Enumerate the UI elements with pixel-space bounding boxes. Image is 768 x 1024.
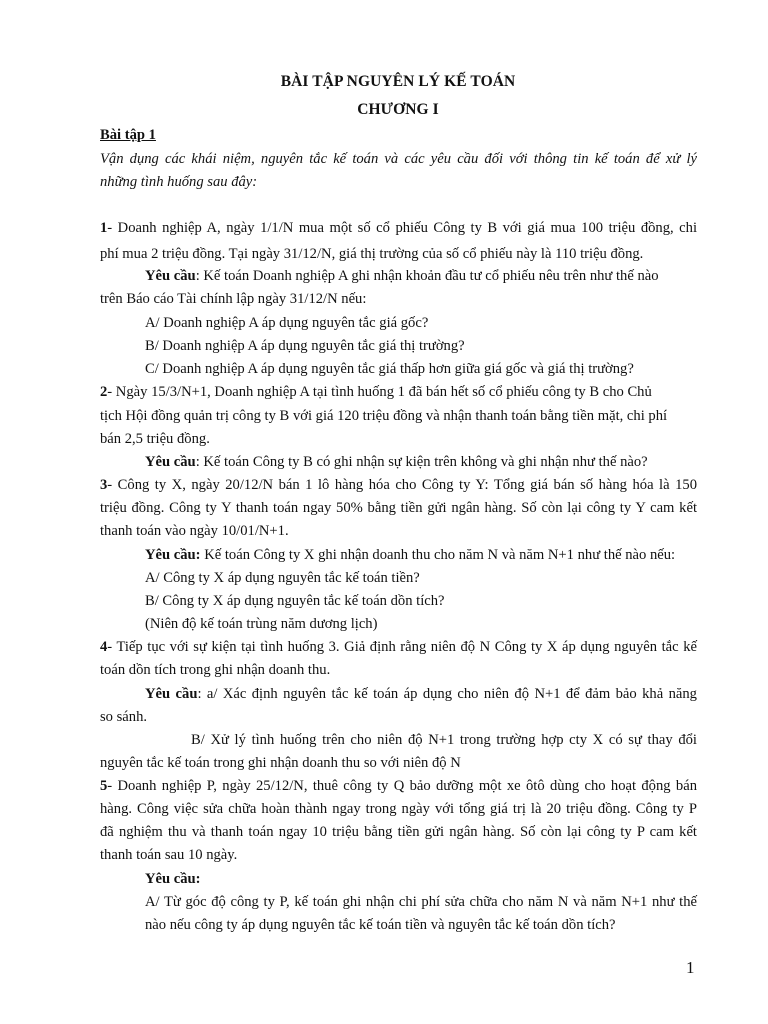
- situation-4-line-2: toán dồn tích trong ghi nhận doanh thu.: [100, 662, 331, 678]
- situation-3-line-3: thanh toán vào ngày 10/01/N+1.: [100, 523, 289, 539]
- requirement-label: Yêu cầu:: [145, 547, 201, 563]
- situation-1-number: 1: [100, 220, 108, 236]
- document-title: BÀI TẬP NGUYÊN LÝ KẾ TOÁN: [280, 73, 516, 90]
- situation-5-text-1: - Doanh nghiệp P, ngày 25/12/N, thuê công ty Q bảo dưỡng một xe ôtô dùng cho hoạt động bán: [107, 778, 697, 794]
- requirement-text: : Kế toán Doanh nghiệp A ghi nhận khoản đầu tư cổ phiếu nêu trên như thế nào: [195, 268, 659, 284]
- requirement-label: Yêu cầu: [145, 454, 196, 470]
- situation-1-option-b: B/ Doanh nghiệp A áp dụng nguyên tắc giá thị trường?: [145, 338, 465, 354]
- situation-3-option-b: B/ Công ty X áp dụng nguyên tắc kế toán dồn tích?: [145, 593, 445, 609]
- situation-4-number: 4: [100, 639, 108, 655]
- situation-2-line-1: [100, 382, 697, 402]
- requirement-label: Yêu cầu: [145, 268, 196, 284]
- exercise-heading: Bài tập 1: [100, 127, 156, 143]
- situation-2-requirement: [145, 452, 697, 472]
- situation-3-text-1: - Công ty X, ngày 20/12/N bán 1 lô hàng hóa cho Công ty Y: Tổng giá bán số hàng hóa là 150: [107, 477, 697, 493]
- situation-5-line-3: đã nghiệm thu và thanh toán ngay 10 triệu bằng tiền gửi ngân hàng. Số còn lại công ty P cam kết: [100, 824, 697, 840]
- situation-1-option-c: C/ Doanh nghiệp A áp dụng nguyên tắc giá thấp hơn giữa giá gốc và giá thị trường?: [145, 361, 634, 377]
- situation-1-requirement-line-2: trên Báo cáo Tài chính lập ngày 31/12/N nếu:: [100, 291, 367, 307]
- situation-4-requirement: [145, 684, 697, 704]
- requirement-text: : Kế toán Công ty B có ghi nhận sự kiện trên không và ghi nhận như thế nào?: [195, 454, 648, 470]
- situation-3-option-a: A/ Công ty X áp dụng nguyên tắc kế toán tiền?: [145, 570, 420, 586]
- situation-1-line-1: [100, 218, 697, 238]
- situation-2-line-2: tịch Hội đồng quản trị công ty B với giá 120 triệu đồng và nhận thanh toán bằng tiền mặt, chi phí: [100, 408, 668, 424]
- situation-1-option-a: A/ Doanh nghiệp A áp dụng nguyên tắc giá gốc?: [145, 315, 429, 331]
- situation-4-option-b-line-2: nguyên tắc kế toán trong ghi nhận doanh thu so với niên độ N: [100, 755, 461, 771]
- situation-2-line-3: bán 2,5 triệu đồng.: [100, 431, 210, 447]
- situation-2-number: 2: [100, 384, 108, 400]
- situation-4-option-b: B/ Xử lý tình huống trên cho niên độ N+1 trong trường hợp cty X có sự thay đổi: [191, 732, 697, 748]
- situation-4-requirement-line-2: so sánh.: [100, 709, 148, 725]
- requirement-text: : a/ Xác định nguyên tắc kế toán áp dụng cho niên độ N+1 để đảm bảo khả năng: [197, 686, 697, 702]
- situation-5-line-4: thanh toán sau 10 ngày.: [100, 847, 238, 863]
- situation-5-line-2: hàng. Công việc sửa chữa hoàn thành ngay trong ngày với tổng giá trị là 20 triệu đồng. Công ty P: [100, 801, 697, 817]
- situation-1-line-2: phí mua 2 triệu đồng. Tại ngày 31/12/N, giá thị trường của số cổ phiếu này là 110 triệu đồng.: [100, 246, 644, 262]
- situation-5-number: 5: [100, 778, 108, 794]
- intro-line-1: Vận dụng các khái niệm, nguyên tắc kế toán và các yêu cầu đối với thông tin kế toán để xử lý: [100, 151, 697, 167]
- intro-line-2: những tình huống sau đây:: [100, 174, 258, 190]
- situation-5-option-a: A/ Từ góc độ công ty P, kế toán ghi nhận chi phí sửa chữa cho năm N và năm N+1 như thế: [145, 894, 697, 910]
- situation-5-line-1: [100, 776, 697, 796]
- situation-3-requirement: [145, 545, 697, 565]
- situation-5-option-a-line-2: nào nếu công ty áp dụng nguyên tắc kế toán tiền và nguyên tắc kế toán dồn tích?: [145, 917, 616, 933]
- situation-1-text-1: - Doanh nghiệp A, ngày 1/1/N mua một số cổ phiếu Công ty B với giá mua 100 triệu đồng, chi: [107, 220, 697, 236]
- situation-3-number: 3: [100, 477, 108, 493]
- situation-2-text-1: - Ngày 15/3/N+1, Doanh nghiệp A tại tình huống 1 đã bán hết số cổ phiếu công ty B cho Chủ: [107, 384, 652, 400]
- situation-4-text-1: - Tiếp tục với sự kiện tại tình huống 3. Giả định rằng niên độ N Công ty X áp dụng nguyên tắc kế: [107, 639, 697, 655]
- situation-3-note: (Niên độ kế toán trùng năm dương lịch): [145, 616, 378, 632]
- chapter-title: CHƯƠNG I: [357, 101, 439, 118]
- requirement-label: Yêu cầu: [145, 686, 198, 702]
- situation-4-line-1: [100, 637, 697, 657]
- situation-5-requirement-label: Yêu cầu:: [145, 871, 201, 887]
- page-number: 1: [686, 958, 695, 977]
- situation-3-line-1: [100, 475, 697, 495]
- requirement-text: Kế toán Công ty X ghi nhận doanh thu cho năm N và năm N+1 như thế nào nếu:: [200, 547, 676, 563]
- situation-1-requirement: [145, 266, 697, 286]
- situation-3-line-2: triệu đồng. Công ty Y thanh toán ngay 50% bằng tiền gửi ngân hàng. Số còn lại công ty Y cam kết: [100, 500, 697, 516]
